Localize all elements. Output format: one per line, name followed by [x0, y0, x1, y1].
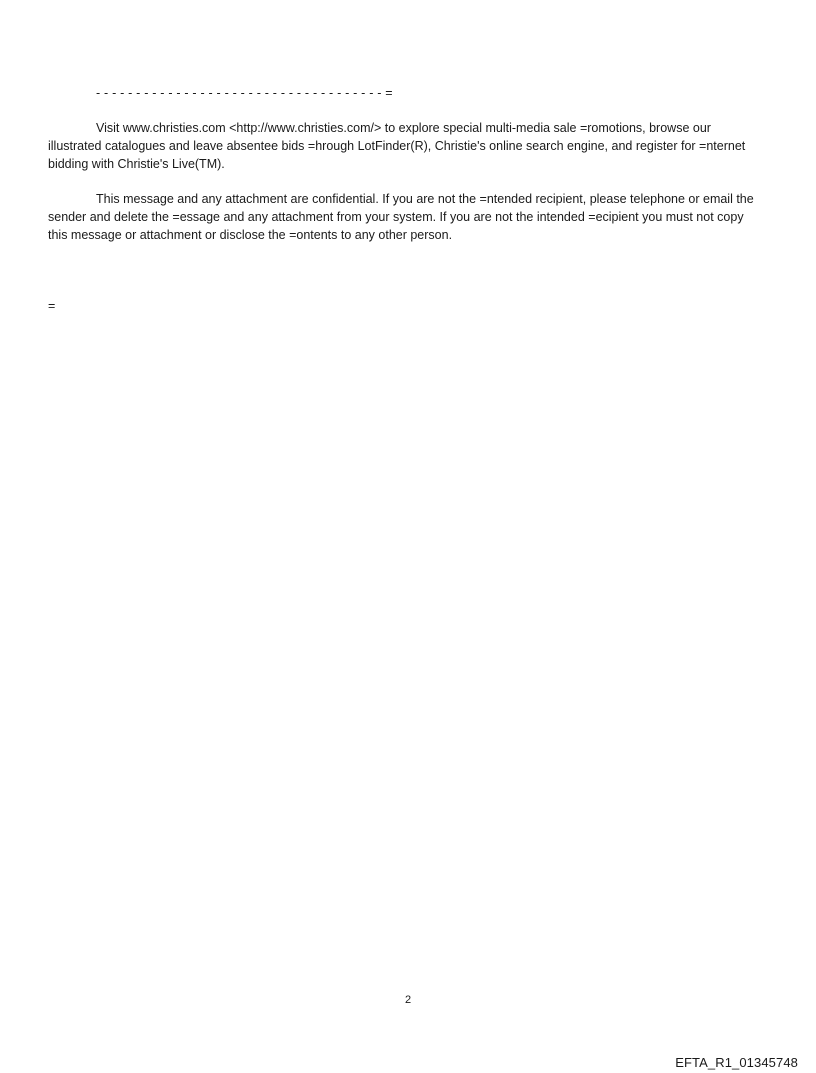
bates-number: EFTA_R1_01345748: [675, 1055, 798, 1070]
trailing-equals-mark: =: [48, 299, 56, 313]
christies-promo-paragraph: Visit www.christies.com <http://www.christies.com/> to explore special multi-media sale =romotions, browse our illustrated catalogues and leave absentee bids =hrough LotFinder(R), Christie's online search engine, and register for =nternet bidding with Christie's Live(TM).: [48, 121, 746, 171]
dashed-divider: - - - - - - - - - - - - - - - - - - - - - - - - - - - - - - - - - - - - =: [96, 86, 393, 100]
confidentiality-paragraph: This message and any attachment are confidential. If you are not the =ntended recipient, please telephone or email the sender and delete the =essage and any attachment from your system. If you are not the intended =ecipient you must not copy this message or attachment or disclose the =ontents to any other person.: [48, 192, 754, 242]
page-number: 2: [404, 994, 412, 1006]
